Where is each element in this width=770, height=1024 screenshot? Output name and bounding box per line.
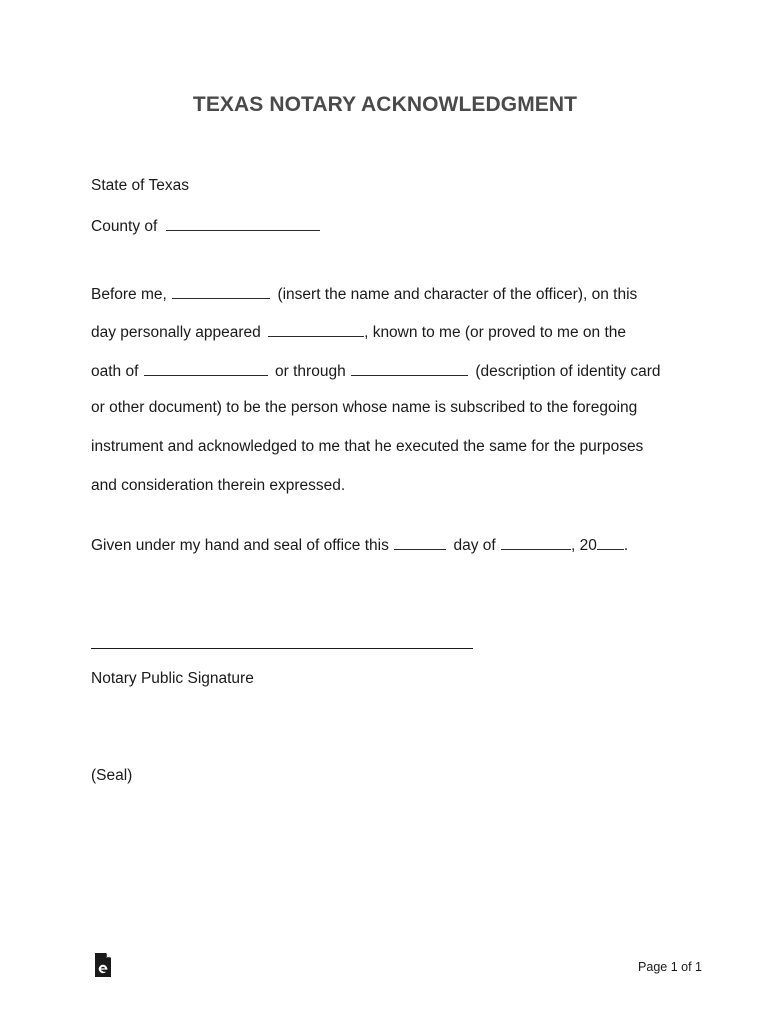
paragraph-line-2: [91, 322, 626, 342]
paragraph-line-6: and consideration therein expressed.: [91, 477, 346, 494]
given-line: [91, 535, 628, 555]
paragraph-line-3: [91, 361, 661, 381]
officer-name-blank[interactable]: [172, 284, 270, 299]
page-number: Page 1 of 1: [638, 960, 702, 974]
text-given-under: Given under my hand and seal of office this: [91, 537, 389, 554]
text-id-card: (description of identity card: [475, 363, 661, 380]
signature-label: Notary Public Signature: [91, 670, 254, 687]
county-line: [91, 216, 320, 236]
day-blank[interactable]: [394, 535, 446, 550]
text-oath-of: oath of: [91, 363, 139, 380]
county-label: County of: [91, 218, 158, 235]
year-blank[interactable]: [597, 535, 624, 550]
paragraph-line-5: instrument and acknowledged to me that he executed the same for the purposes: [91, 438, 644, 455]
text-period: .: [623, 537, 629, 554]
paragraph-line-1: [91, 284, 637, 304]
text-personally-appeared: day personally appeared: [91, 324, 261, 341]
appeared-name-blank[interactable]: [268, 322, 364, 337]
text-day-of: day of: [453, 537, 496, 554]
text-twenty: , 20: [571, 537, 597, 554]
seal-label: (Seal): [91, 767, 133, 784]
text-known-to-me: , known to me (or proved to me on the: [364, 324, 626, 341]
oath-blank[interactable]: [144, 361, 268, 376]
state-line: State of Texas: [91, 177, 189, 194]
eforms-logo-icon: [94, 952, 112, 978]
county-blank[interactable]: [166, 216, 320, 231]
text-before-me: Before me,: [91, 286, 167, 303]
text-or-through: or through: [275, 363, 346, 380]
paragraph-line-4: or other document) to be the person whose name is subscribed to the foregoing: [91, 399, 638, 416]
signature-line[interactable]: [91, 648, 473, 649]
document-title: TEXAS NOTARY ACKNOWLEDGMENT: [192, 93, 578, 116]
text-officer-desc: (insert the name and character of the officer), on this: [277, 286, 638, 303]
through-blank[interactable]: [351, 361, 468, 376]
month-blank[interactable]: [501, 535, 571, 550]
